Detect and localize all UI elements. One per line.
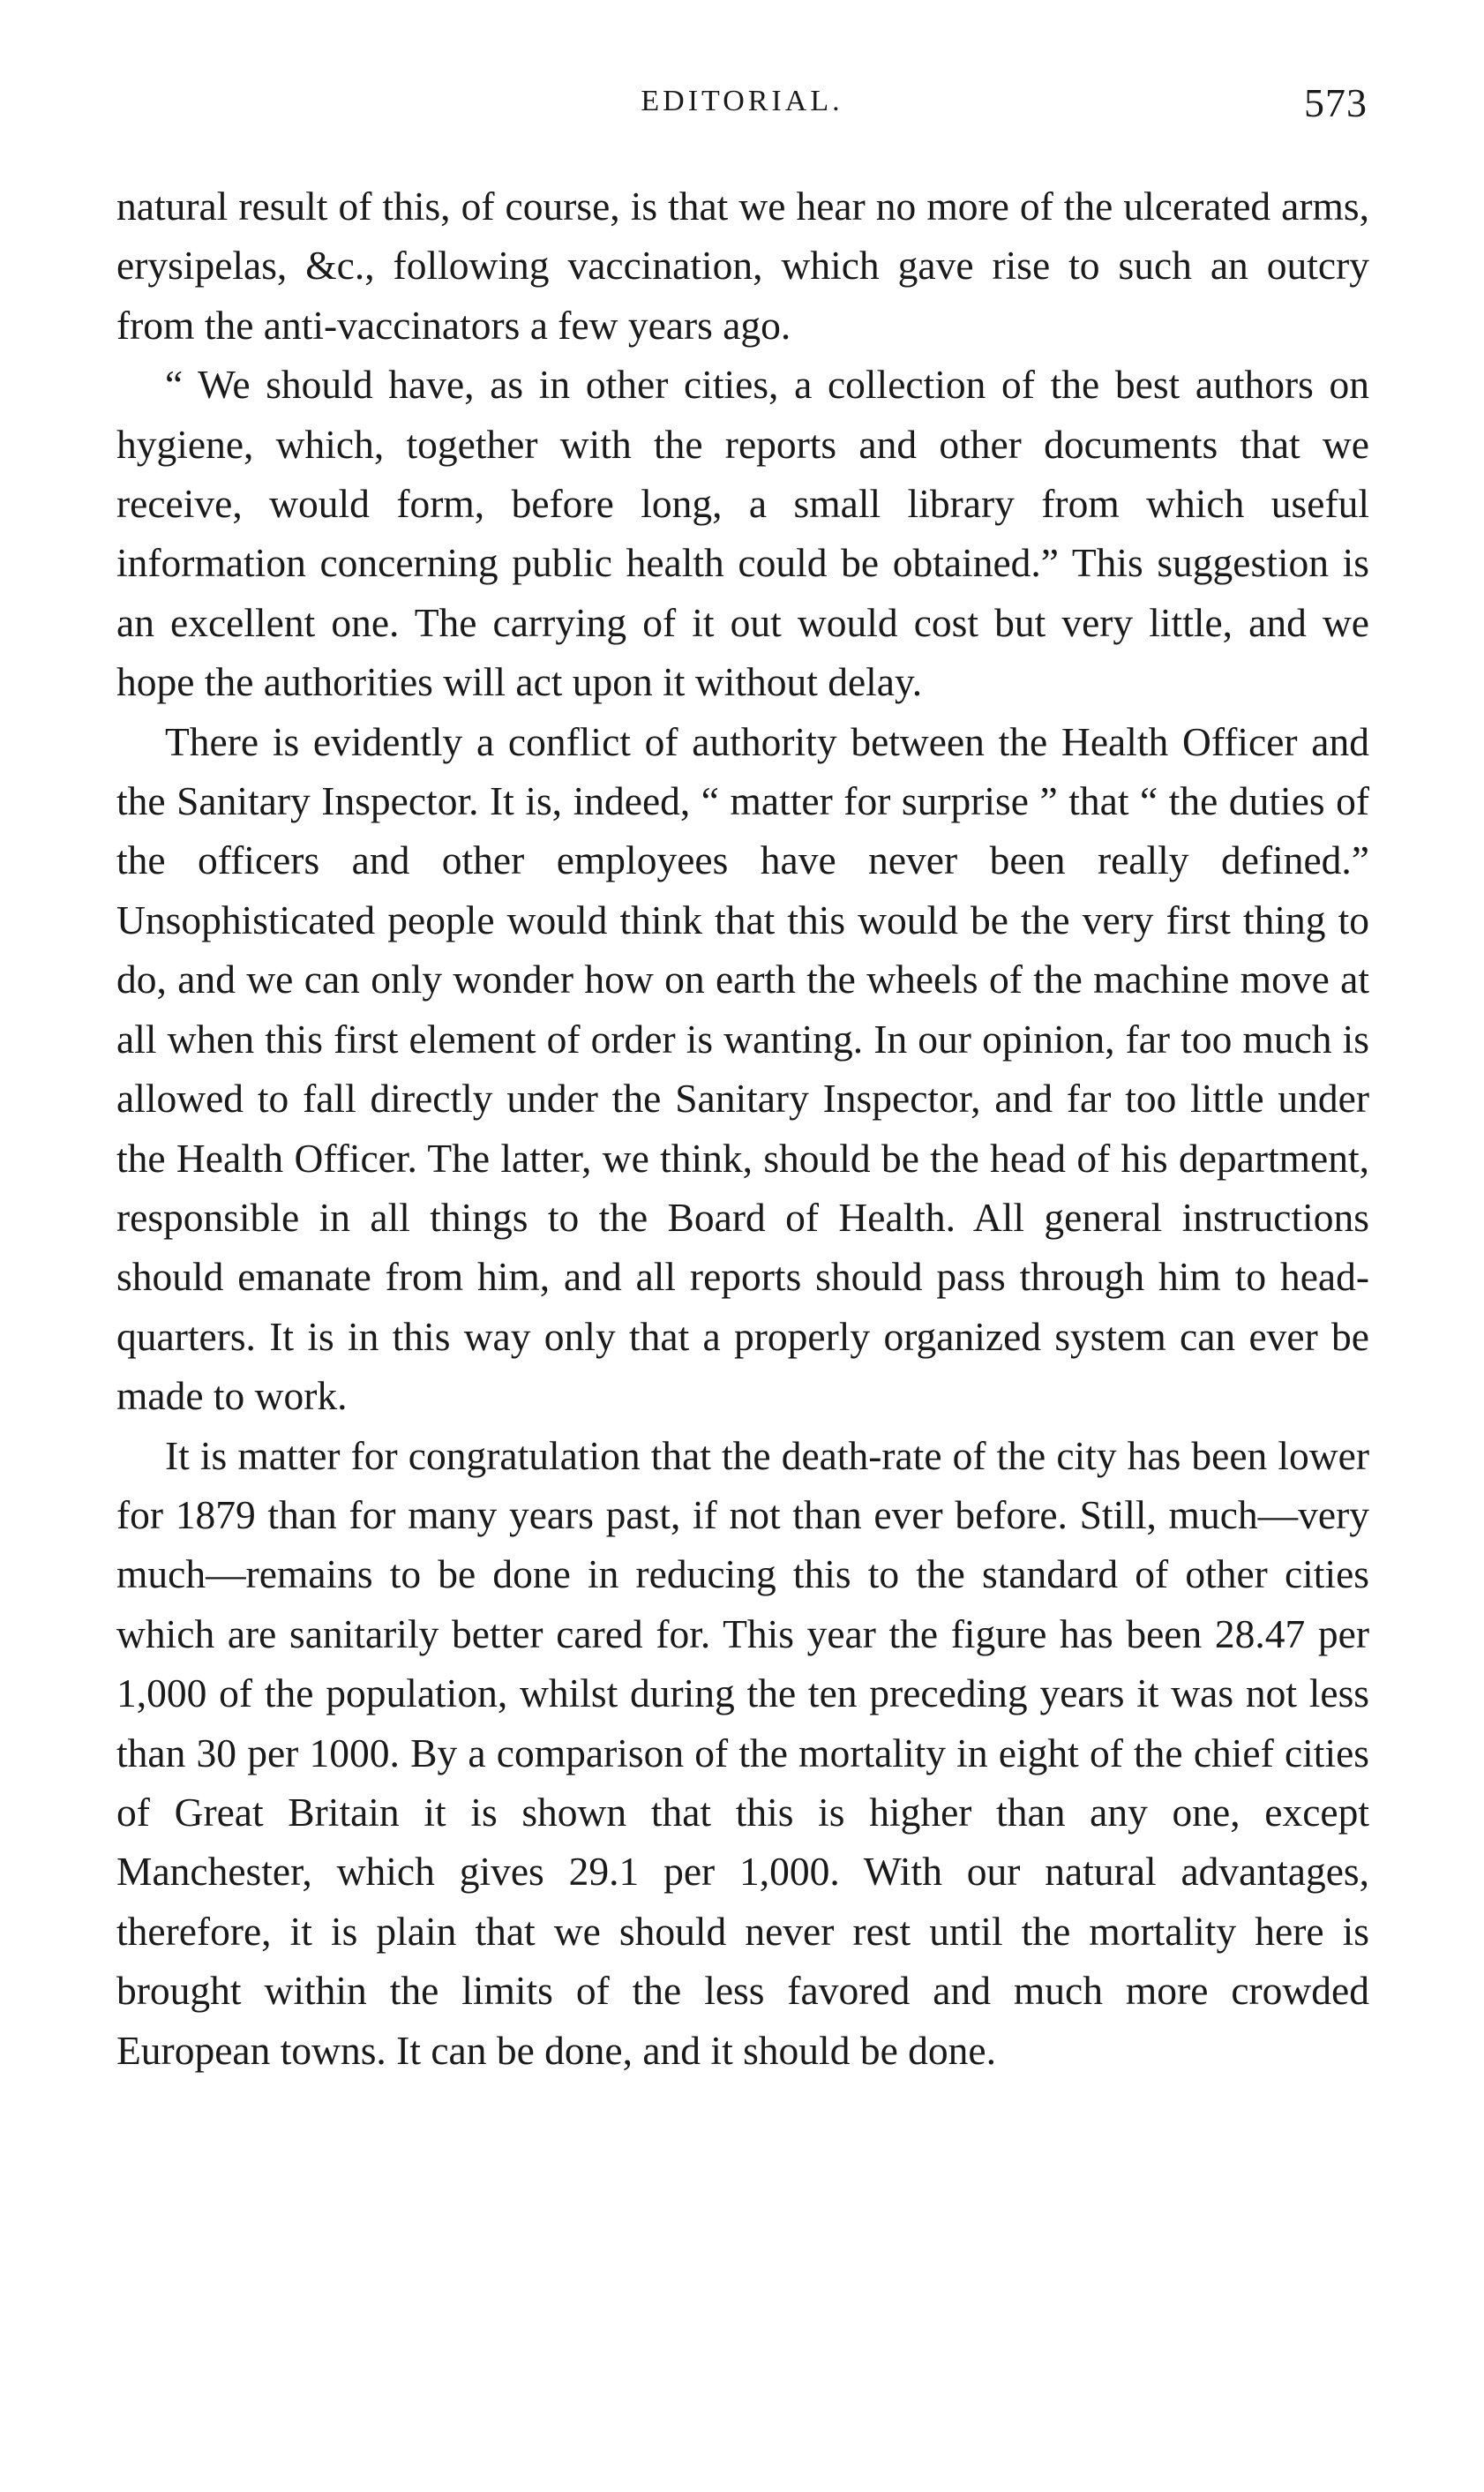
paragraph-quote-library: “ We should have, as in other cities, a collection of the best authors on hygiene, which, together with the reports and other documents that we receive, would form, before long, a small library from which useful information concerning public health could be obtained.” This suggestion is an excellent one. The carrying of it out would cost but very little, and we hope the authorities will act upon it without delay. xyxy=(116,362,1369,705)
paragraph-continuation: natural result of this, of course, is that we hear no more of the ulcerated arms, erysipelas, &c., following vaccination, which gave rise to such an outcry from the anti-vaccinators a few years ago. xyxy=(116,184,1369,348)
body-text xyxy=(116,176,1369,2080)
running-title: EDITORIAL. xyxy=(641,85,843,117)
running-header xyxy=(0,80,1484,138)
paragraph-death-rate: It is matter for congratulation that the death-rate of the city has been lower for 1879 than for many years past, if not than ever before. Still, much—very much—remains to be done in reducing this to the standard of other cities which are sanitarily better cared for. This year the figure has been 28.47 per 1,000 of the population, whilst during the ten preceding years it was not less than 30 per 1000. By a comparison of the mortality in eight of the chief cities of Great Britain it is shown that this is higher than any one, except Manchester, which gives 29.1 per 1,000. With our natural advantages, therefore, it is plain that we should never rest until the mortality here is brought within the limits of the less favored and much more crowded European towns. It can be done, and it should be done. xyxy=(116,1432,1369,2073)
paragraph-authority-conflict: There is evidently a conflict of authority between the Health Officer and the Sanitary Inspector. It is, indeed, “ matter for surprise ” that “ the duties of the officers and other employees have never been really defined.” Unsophisticated people would think that this would be the very first thing to do, and we can only wonder how on earth the wheels of the machine move at all when this first element of order is wanting. In our opinion, far too much is allowed to fall directly under the Sanitary Inspector, and far too little under the Health Officer. The latter, we think, should be the head of his department, responsible in all things to the Board of Health. All general instructions should emanate from him, and all reports should pass through him to head-quarters. It is in this way only that a properly organized system can ever be made to work. xyxy=(116,718,1369,1419)
page-number: 573 xyxy=(1304,80,1368,125)
